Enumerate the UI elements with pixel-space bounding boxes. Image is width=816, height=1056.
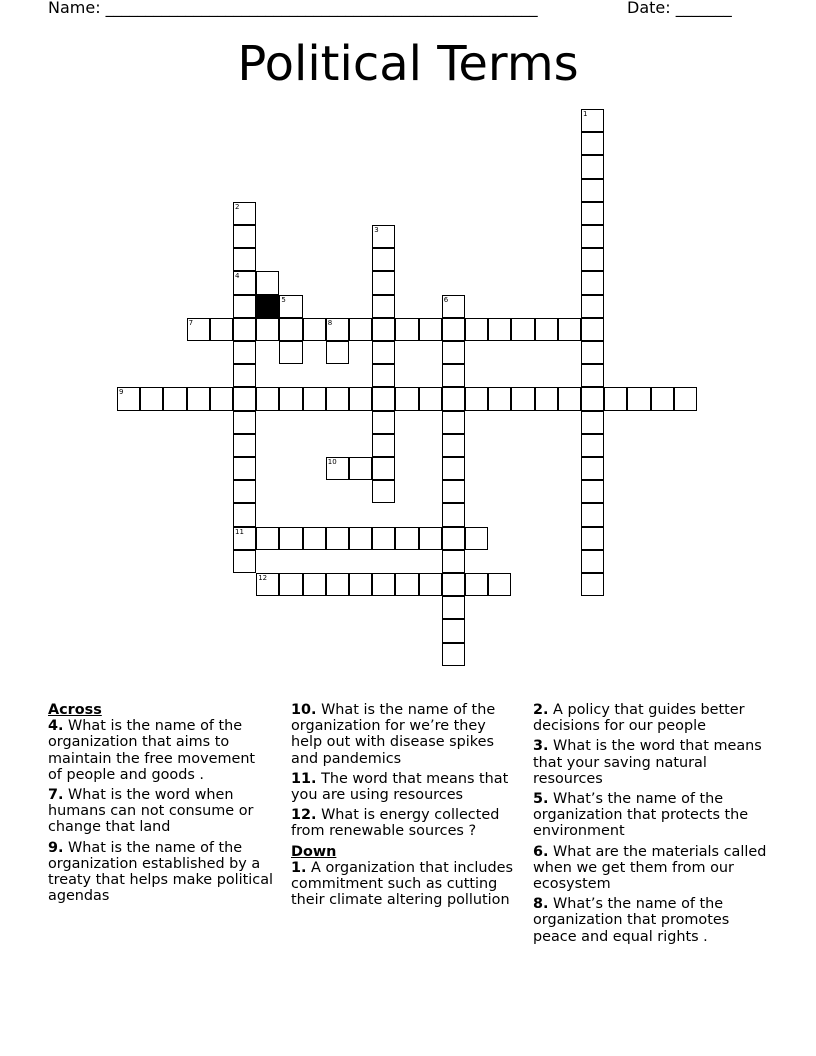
- grid-cell[interactable]: [419, 318, 442, 341]
- grid-cell[interactable]: [581, 411, 604, 434]
- grid-cell[interactable]: [581, 109, 604, 132]
- grid-cell[interactable]: [442, 434, 465, 457]
- clue-text: What’s the name of the organization that protects the environment: [533, 791, 749, 840]
- cell-number: 6: [443, 295, 449, 304]
- grid-cell[interactable]: [372, 364, 395, 387]
- grid-cell[interactable]: [349, 457, 372, 480]
- grid-cell[interactable]: [303, 573, 326, 596]
- grid-cell[interactable]: [442, 341, 465, 364]
- grid-cell[interactable]: [372, 573, 395, 596]
- cell-number: 9: [119, 388, 124, 397]
- grid-cell[interactable]: [372, 225, 395, 248]
- clue-across-4: [48, 718, 273, 783]
- grid-cell[interactable]: [326, 387, 349, 410]
- grid-cell[interactable]: [256, 387, 279, 410]
- clue-text: What is the word that means that your saving natural resources: [533, 738, 762, 787]
- grid-cell[interactable]: [488, 318, 511, 341]
- grid-cell[interactable]: [442, 318, 465, 341]
- grid-cell[interactable]: [651, 387, 674, 410]
- clue-text: What are the materials called when we get them from our ecosystem: [533, 843, 767, 893]
- clue-text: A policy that guides better decisions for our people: [533, 702, 745, 735]
- clue-text: What is the name of the organization established by a treaty that helps make political agendas: [48, 839, 274, 905]
- grid-cell[interactable]: [581, 318, 604, 341]
- grid-cell[interactable]: [326, 318, 349, 341]
- clue-number: 8.: [533, 896, 549, 913]
- cell-number: 1: [583, 110, 588, 118]
- grid-cell[interactable]: [395, 527, 418, 550]
- grid-cell[interactable]: [581, 225, 604, 248]
- grid-cell[interactable]: [442, 527, 465, 550]
- across-heading: Across: [48, 702, 102, 718]
- grid-cell[interactable]: [581, 132, 604, 155]
- grid-cell[interactable]: [372, 457, 395, 480]
- grid-cell[interactable]: [349, 573, 372, 596]
- grid-cell[interactable]: [372, 434, 395, 457]
- grid-cell[interactable]: [511, 318, 534, 341]
- grid-cell[interactable]: [581, 503, 604, 526]
- clue-across-7: [48, 787, 273, 836]
- grid-cell[interactable]: [465, 318, 488, 341]
- clue-number: 11.: [291, 770, 317, 787]
- clue-across-11: [291, 771, 521, 803]
- grid-cell[interactable]: [372, 480, 395, 503]
- black-square: [256, 295, 279, 318]
- date-field-label: Date: _______: [627, 0, 732, 17]
- cell-number: 10: [327, 458, 337, 466]
- grid-cell[interactable]: [233, 411, 256, 434]
- clue-text: The word that means that you are using resources: [291, 770, 509, 804]
- grid-cell[interactable]: [581, 457, 604, 480]
- clue-number: 3.: [533, 738, 549, 755]
- grid-cell[interactable]: [395, 318, 418, 341]
- clue-number: 5.: [533, 791, 549, 808]
- grid-cell[interactable]: [442, 643, 465, 666]
- grid-cell[interactable]: [581, 550, 604, 573]
- grid-cell[interactable]: [581, 364, 604, 387]
- grid-cell[interactable]: [581, 179, 604, 202]
- grid-cell[interactable]: [442, 503, 465, 526]
- cell-number: 3: [374, 226, 379, 234]
- cell-number: 8: [327, 318, 333, 327]
- grid-cell[interactable]: [326, 527, 349, 550]
- grid-cell[interactable]: [210, 387, 233, 410]
- grid-cell[interactable]: [187, 387, 210, 410]
- grid-cell[interactable]: [442, 411, 465, 434]
- grid-cell[interactable]: [303, 387, 326, 410]
- clue-column-2: [291, 702, 521, 912]
- clue-text: What’s the name of the organization that promotes peace and equal rights .: [533, 896, 730, 945]
- grid-cell[interactable]: [233, 295, 256, 318]
- grid-cell[interactable]: [535, 387, 558, 410]
- clue-down-2: [533, 702, 773, 734]
- clue-text: What is the name of the organization for we’re they help out with disease spikes and pandemics: [291, 702, 496, 767]
- grid-cell[interactable]: [511, 387, 534, 410]
- grid-cell[interactable]: [581, 341, 604, 364]
- grid-cell[interactable]: [210, 318, 233, 341]
- clue-number: 6.: [533, 843, 549, 860]
- grid-cell[interactable]: [442, 573, 465, 596]
- grid-cell[interactable]: [442, 550, 465, 573]
- cell-number: 12: [258, 574, 268, 582]
- grid-cell[interactable]: [419, 387, 442, 410]
- cell-number: 2: [235, 202, 240, 211]
- grid-cell[interactable]: [581, 434, 604, 457]
- grid-cell[interactable]: [233, 248, 256, 271]
- grid-cell[interactable]: [442, 457, 465, 480]
- grid-cell[interactable]: [419, 573, 442, 596]
- grid-cell[interactable]: [535, 318, 558, 341]
- grid-cell[interactable]: [581, 248, 604, 271]
- grid-cell[interactable]: [233, 271, 256, 294]
- grid-cell[interactable]: [279, 387, 302, 410]
- grid-cell[interactable]: [372, 248, 395, 271]
- grid-cell[interactable]: [558, 387, 581, 410]
- grid-cell[interactable]: [581, 527, 604, 550]
- grid-cell[interactable]: [581, 202, 604, 225]
- grid-cell[interactable]: [372, 387, 395, 410]
- grid-cell[interactable]: [256, 573, 279, 596]
- clue-across-12: [291, 807, 521, 839]
- grid-cell[interactable]: [581, 295, 604, 318]
- grid-cell[interactable]: [233, 434, 256, 457]
- grid-cell[interactable]: [604, 387, 627, 410]
- clue-number: 9.: [48, 839, 64, 856]
- clue-text: What is the word when humans can not consume or change that land: [48, 787, 254, 836]
- grid-cell[interactable]: [395, 387, 418, 410]
- grid-cell[interactable]: [233, 457, 256, 480]
- name-field-label: Name: ______________________________________________________: [48, 0, 538, 17]
- grid-cell[interactable]: [372, 341, 395, 364]
- grid-cell[interactable]: [233, 527, 256, 550]
- grid-cell[interactable]: [581, 573, 604, 596]
- grid-cell[interactable]: [279, 295, 302, 318]
- grid-cell[interactable]: [233, 225, 256, 248]
- cell-number: 7: [188, 318, 194, 327]
- grid-cell[interactable]: [303, 527, 326, 550]
- grid-cell[interactable]: [372, 295, 395, 318]
- clue-down-8: [533, 896, 773, 945]
- grid-cell[interactable]: [303, 318, 326, 341]
- grid-cell[interactable]: [465, 527, 488, 550]
- grid-cell[interactable]: [674, 387, 697, 410]
- clue-number: 12.: [291, 807, 317, 824]
- grid-cell[interactable]: [117, 387, 140, 410]
- grid-cell[interactable]: [581, 271, 604, 294]
- grid-cell[interactable]: [279, 573, 302, 596]
- grid-cell[interactable]: [233, 387, 256, 410]
- grid-cell[interactable]: [256, 318, 279, 341]
- grid-cell[interactable]: [233, 318, 256, 341]
- grid-cell[interactable]: [419, 527, 442, 550]
- clue-column-3: [533, 702, 773, 949]
- puzzle-title: Political Terms: [237, 36, 579, 92]
- grid-cell[interactable]: [279, 527, 302, 550]
- grid-cell[interactable]: [442, 364, 465, 387]
- grid-cell[interactable]: [349, 318, 372, 341]
- grid-cell[interactable]: [233, 550, 256, 573]
- grid-cell[interactable]: [256, 527, 279, 550]
- grid-cell[interactable]: [627, 387, 650, 410]
- clue-across-9: [48, 840, 273, 905]
- grid-cell[interactable]: [488, 573, 511, 596]
- clue-down-1: [291, 860, 521, 909]
- grid-cell[interactable]: [233, 341, 256, 364]
- down-heading: Down: [291, 843, 337, 860]
- grid-cell[interactable]: [442, 480, 465, 503]
- clue-across-10: [291, 702, 521, 767]
- grid-cell[interactable]: [372, 527, 395, 550]
- grid-cell[interactable]: [558, 318, 581, 341]
- grid-cell[interactable]: [349, 527, 372, 550]
- clue-down-5: [533, 791, 773, 840]
- grid-cell[interactable]: [326, 341, 349, 364]
- cell-number: 11: [235, 527, 244, 536]
- grid-cell[interactable]: [372, 318, 395, 341]
- clue-number: 1.: [291, 859, 307, 876]
- grid-cell[interactable]: [326, 457, 349, 480]
- cell-number: 4: [235, 272, 240, 281]
- grid-cell[interactable]: [279, 341, 302, 364]
- clue-text: A organization that includes commitment such as cutting their climate altering pollution: [291, 859, 513, 909]
- grid-cell[interactable]: [256, 271, 279, 294]
- grid-cell[interactable]: [326, 573, 349, 596]
- clue-column-1: [48, 702, 273, 908]
- grid-cell[interactable]: [233, 364, 256, 387]
- grid-cell[interactable]: [349, 387, 372, 410]
- grid-cell[interactable]: [372, 411, 395, 434]
- clue-number: 4.: [48, 718, 64, 735]
- grid-cell[interactable]: [187, 318, 210, 341]
- grid-cell[interactable]: [140, 387, 163, 410]
- clue-down-3: [533, 738, 773, 787]
- grid-cell[interactable]: [372, 271, 395, 294]
- grid-cell[interactable]: [395, 573, 418, 596]
- clue-number: 2.: [533, 702, 549, 718]
- clue-number: 7.: [48, 787, 64, 804]
- grid-cell[interactable]: [465, 573, 488, 596]
- grid-cell[interactable]: [233, 202, 256, 225]
- grid-cell[interactable]: [581, 387, 604, 410]
- grid-cell[interactable]: [442, 596, 465, 619]
- grid-cell[interactable]: [465, 387, 488, 410]
- clue-text: What is energy collected from renewable sources ?: [291, 807, 500, 840]
- clue-text: What is the name of the organization that aims to maintain the free movement of people and goods .: [48, 718, 256, 783]
- grid-cell[interactable]: [581, 155, 604, 178]
- grid-cell[interactable]: [488, 387, 511, 410]
- grid-cell[interactable]: [442, 387, 465, 410]
- grid-cell[interactable]: [442, 295, 465, 318]
- grid-cell[interactable]: [279, 318, 302, 341]
- clue-down-6: [533, 844, 773, 893]
- grid-cell[interactable]: [233, 480, 256, 503]
- grid-cell[interactable]: [233, 503, 256, 526]
- clue-number: 10.: [291, 702, 317, 718]
- grid-cell[interactable]: [581, 480, 604, 503]
- grid-cell[interactable]: [163, 387, 186, 410]
- grid-cell[interactable]: [442, 619, 465, 642]
- cell-number: 5: [281, 295, 286, 304]
